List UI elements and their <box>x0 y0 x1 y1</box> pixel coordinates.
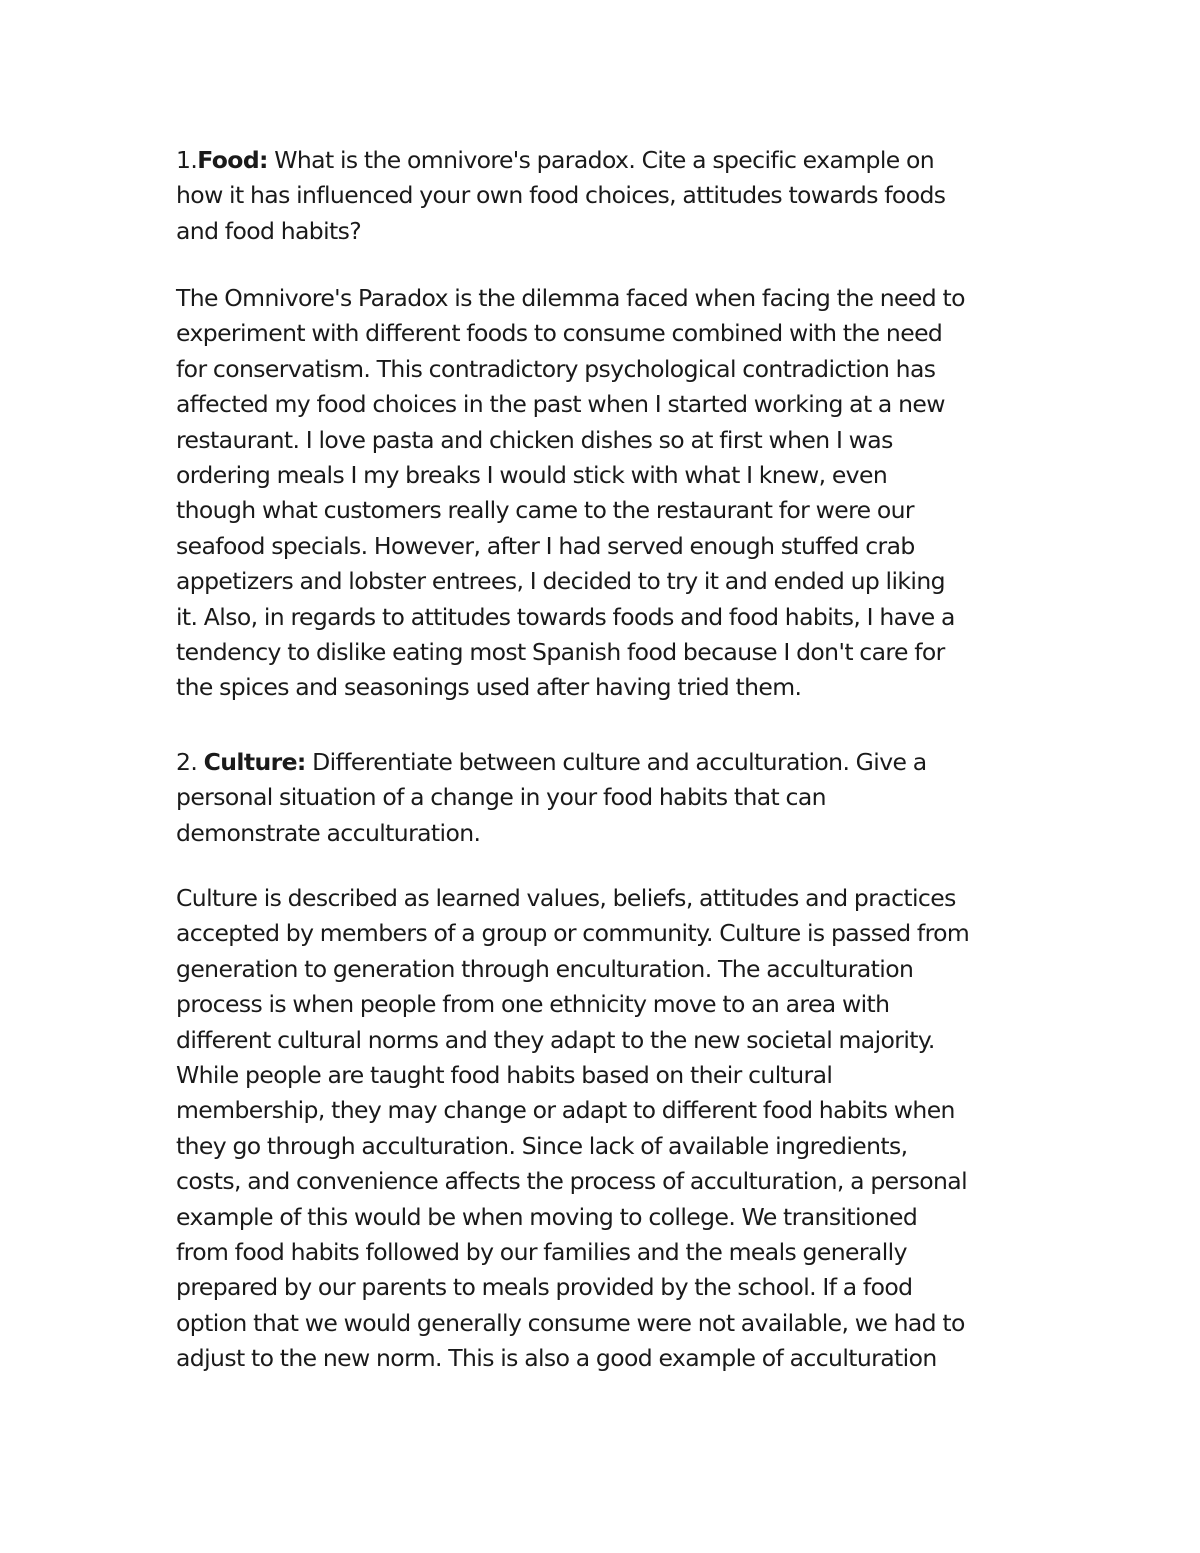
question-1-number: 1. <box>176 146 198 174</box>
answer-2-line: example of this would be when moving to college. We transitioned <box>176 1202 918 1231</box>
answer-1-line: for conservatism. This contradictory psychological contradiction has <box>176 354 936 383</box>
question-2-line-3: demonstrate acculturation. <box>176 818 481 847</box>
answer-2-line: Culture is described as learned values, beliefs, attitudes and practices <box>176 884 956 912</box>
answer-1-line: it. Also, in regards to attitudes towards foods and food habits, I have a <box>176 602 955 631</box>
answer-2-line: membership, they may change or adapt to different food habits when <box>176 1096 955 1125</box>
question-1 <box>176 143 1076 249</box>
answer-1 <box>176 281 1076 706</box>
answer-2-line: While people are taught food habits based on their cultural <box>176 1061 833 1090</box>
answer-2-line: process is when people from one ethnicity move to an area with <box>176 990 890 1019</box>
answer-2-line: prepared by our parents to meals provided by the school. If a food <box>176 1273 913 1302</box>
answer-2 <box>176 881 1076 1377</box>
question-2-line-1 <box>176 745 1076 780</box>
question-2-text: Differentiate between culture and acculturation. Give a <box>305 748 927 776</box>
question-2-line-2: personal situation of a change in your food habits that can <box>176 783 826 812</box>
question-1-text: What is the omnivore's paradox. Cite a specific example on <box>267 146 935 174</box>
answer-1-line: tendency to dislike eating most Spanish food because I don't care for <box>176 638 945 667</box>
answer-2-line: from food habits followed by our families and the meals generally <box>176 1238 907 1267</box>
answer-1-line: restaurant. I love pasta and chicken dishes so at first when I was <box>176 425 893 454</box>
answer-2-line: generation to generation through enculturation. The acculturation <box>176 954 914 983</box>
answer-1-line: ordering meals I my breaks I would stick with what I knew, even <box>176 461 888 490</box>
question-2-number: 2. <box>176 748 204 776</box>
answer-2-line: costs, and convenience affects the process of acculturation, a personal <box>176 1167 968 1196</box>
answer-1-line: experiment with different foods to consume combined with the need <box>176 319 943 348</box>
answer-1-line: though what customers really came to the restaurant for were our <box>176 496 914 525</box>
answer-1-line: the spices and seasonings used after having tried them. <box>176 673 802 702</box>
answer-2-line: adjust to the new norm. This is also a good example of acculturation <box>176 1344 937 1373</box>
answer-1-line: affected my food choices in the past when I started working at a new <box>176 390 945 419</box>
question-1-line-1 <box>176 143 1076 178</box>
question-2 <box>176 745 1076 851</box>
question-2-topic: Culture: <box>203 748 306 776</box>
answer-2-line: accepted by members of a group or community. Culture is passed from <box>176 919 970 948</box>
answer-2-line: different cultural norms and they adapt to the new societal majority. <box>176 1025 935 1054</box>
answer-1-line: The Omnivore's Paradox is the dilemma faced when facing the need to <box>176 284 965 312</box>
answer-1-line: appetizers and lobster entrees, I decided to try it and ended up liking <box>176 567 945 596</box>
answer-2-line: option that we would generally consume were not available, we had to <box>176 1308 965 1337</box>
question-1-line-2: how it has influenced your own food choices, attitudes towards foods <box>176 181 946 210</box>
question-1-topic: Food: <box>197 146 268 174</box>
answer-1-line: seafood specials. However, after I had served enough stuffed crab <box>176 531 915 560</box>
question-1-line-3: and food habits? <box>176 216 362 245</box>
answer-2-line: they go through acculturation. Since lack of available ingredients, <box>176 1131 908 1160</box>
